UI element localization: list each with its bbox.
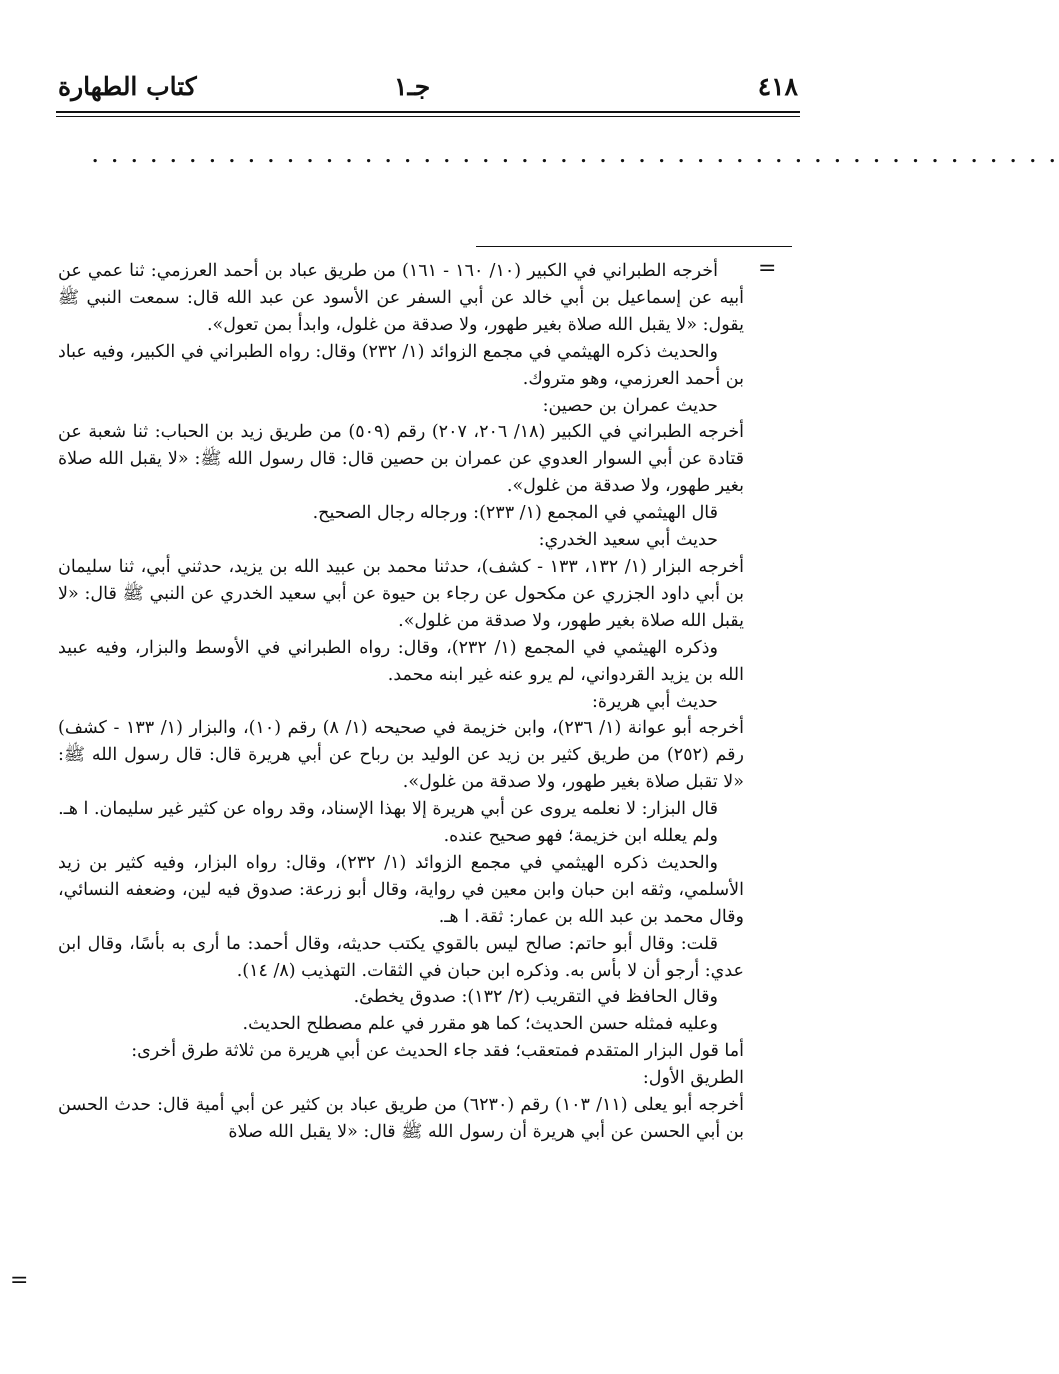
footnote-paragraph: قال الهيثمي في المجمع (١/ ٢٣٣): ورجاله رجال الصحيح.	[312, 503, 718, 524]
volume-label: جـ١	[394, 72, 431, 101]
footnote-paragraph: حديث أبي هريرة:	[592, 691, 718, 712]
footnote-paragraph: أخرجه أبو عوانة (١/ ٢٣٦)، وابن خزيمة في صحيحه (١/ ٨) رقم (١٠)، والبزار (١/ ١٣٣ - كشف) رقم (٢٥٢) من طريق كثير بن زيد عن الوليد بن رباح عن أبي هريرة قال: قال رسول الله ﷺ: «لا تقبل صلاة بغير طهور، ولا صدقة من غلول».	[58, 718, 745, 793]
footnote-paragraph: وقال الحافظ في التقريب (٢/ ١٣٢): صدوق يخطئ.	[353, 987, 718, 1008]
footnote-paragraph: أما قول البزار المتقدم فمتعقب؛ فقد جاء الحديث عن أبي هريرة من ثلاثة طرق أخرى:	[131, 1041, 744, 1062]
footnote-paragraph: حديث أبي سعيد الخدري:	[538, 530, 718, 551]
footnote-paragraph: أخرجه أبو يعلى (١١/ ١٠٣) رقم (٦٢٣٠) من طريق عباد بن كثير عن أبي أمية قال: حدث الحسن بن أبي الحسن عن أبي هريرة أن رسول الله ﷺ قال: «لا يقبل الله صلاة	[58, 1095, 744, 1142]
continuation-mark-bottom: =	[10, 1268, 29, 1293]
continuation-mark-top: =	[758, 256, 777, 281]
footnote-paragraph: الطريق الأول:	[642, 1068, 744, 1089]
page-number: ٤١٨	[757, 72, 798, 101]
footnote-paragraph: والحديث ذكره الهيثمي في مجمع الزوائد (١/ ٢٣٢) وقال: رواه الطبراني في الكبير، وفيه عباد بن أحمد العرزمي، وهو متروك.	[58, 341, 744, 389]
footnote-paragraph: قلت: وقال أبو حاتم: صالح ليس بالقوي يكتب حديثه، وقال أحمد: ما أرى به بأسًا، وقال ابن عدي: أرجو أن لا بأس به. وذكره ابن حبان في الثقات. التهذيب (٨/ ١٤).	[58, 933, 744, 981]
footnote-paragraph: وعليه فمثله حسن الحديث؛ كما هو مقرر في علم مصطلح الحديث.	[242, 1014, 718, 1035]
footnote-paragraph: أخرجه الطبراني في الكبير (١٠/ ١٦٠ - ١٦١) من طريق عباد بن أحمد العرزمي: ثنا عمي عن أبيه عن إسماعيل بن أبي خالد عن أبي السفر عن الأسود عن عبد الله قال: سمعت النبي ﷺ يقول: «لا يقبل الله صلاة بغير طهور، ولا صدقة من غلول، وابدأ بمن تعول».	[58, 261, 744, 335]
footnote-paragraph: أخرجه البزار (١/ ١٣٢، ١٣٣ - كشف)، حدثنا محمد بن عبيد الله بن يزيد، حدثني أبي، ثنا سليمان بن أبي داود الجزري عن مكحول عن رجاء بن حيوة عن أبي سعيد الخدري عن النبي ﷺ قال: «لا يقبل الله صلاة بغير طهور، ولا صدقة من غلول».	[58, 556, 745, 631]
header-rule-thick	[56, 111, 800, 113]
footnote-paragraph: وذكره الهيثمي في المجمع (١/ ٢٣٢)، وقال: رواه الطبراني في الأوسط والبزار، وفيه عبيد الله بن يزيد القردواني، لم يرو عنه غير ابنه محمد.	[58, 637, 744, 685]
footnote-paragraph: قال البزار: لا نعلمه يروى عن أبي هريرة إلا بهذا الإسناد، وقد رواه عن كثير غير سليمان. ا هـ.	[58, 799, 718, 820]
footnote-paragraph: والحديث ذكره الهيثمي في مجمع الزوائد (١/ ٢٣٢)، وقال: رواه البزار، وفيه كثير بن زيد الأسلمي، وثقه ابن حبان وابن معين في رواية، وقال أبو زرعة: صدوق فيه لين، وضعفه النسائي، وقال محمد بن عبد الله بن عمار: ثقة. ا هـ.	[58, 852, 744, 927]
ellipsis-separator: . . . . . . . . . . . . . . . . . . . . . . . . . . . . . . . . . . . . . . . . . . . . . . . . . .	[92, 146, 1059, 167]
footnotes-body	[58, 258, 744, 1146]
footnote-paragraph: ولم يعلله ابن خزيمة؛ فهو صحيح عنده.	[443, 826, 718, 847]
page-header	[58, 72, 798, 112]
book-title: كتاب الطهارة	[58, 72, 197, 101]
footnote-paragraph: حديث عمران بن حصين:	[542, 395, 718, 416]
footnote-separator-rule	[476, 246, 792, 247]
footnote-paragraph: أخرجه الطبراني في الكبير (١٨/ ٢٠٦، ٢٠٧) رقم (٥٠٩) من طريق زيد بن الحباب: ثنا شعبة عن قتادة عن أبي السوار العدوي عن عمران بن حصين قال: قال رسول الله ﷺ: «لا يقبل الله صلاة بغير طهور، ولا صدقة من غلول».	[58, 422, 745, 497]
header-rule-thin	[56, 116, 800, 117]
